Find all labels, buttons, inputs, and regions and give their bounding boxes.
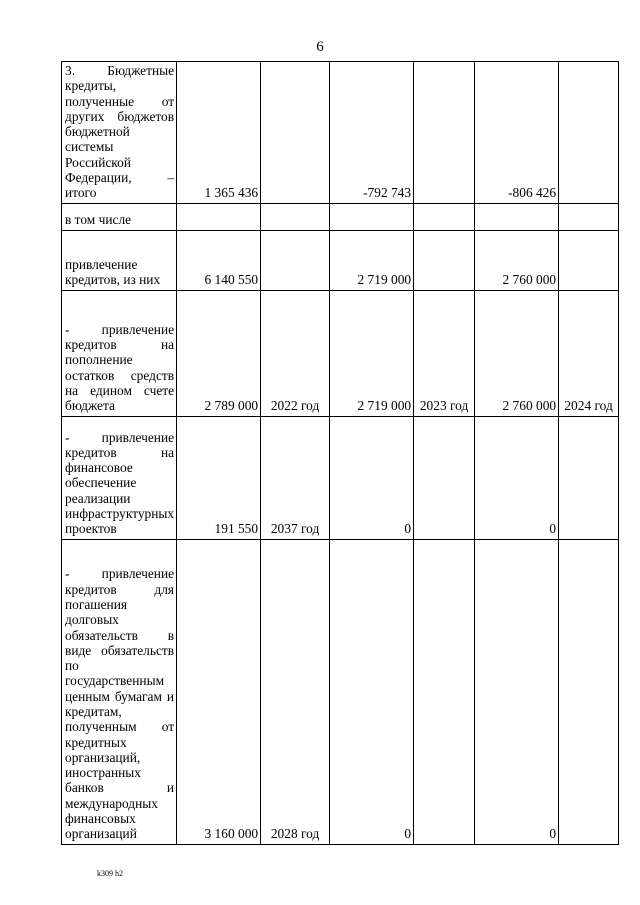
row-label: - привлечение кредитов на финансовое обеспечение реализации инфраструктурных проектов	[62, 416, 177, 539]
year-cell	[261, 203, 330, 230]
row-label: привлечение кредитов, из них	[62, 230, 177, 290]
table-row	[62, 416, 619, 539]
amount-cell: 1 365 436	[177, 62, 261, 204]
amount-cell	[475, 203, 559, 230]
year-cell: 2028 год	[261, 539, 330, 844]
year-cell	[414, 62, 475, 204]
year-cell	[414, 416, 475, 539]
amount-cell	[330, 203, 414, 230]
year-cell	[559, 416, 619, 539]
amount-cell: 3 160 000	[177, 539, 261, 844]
amount-cell: 0	[475, 416, 559, 539]
table-row	[62, 230, 619, 290]
amount-cell	[177, 203, 261, 230]
year-cell	[559, 62, 619, 204]
amount-cell: -792 743	[330, 62, 414, 204]
year-cell	[261, 62, 330, 204]
year-cell	[414, 203, 475, 230]
year-cell: 2024 год	[559, 290, 619, 416]
amount-cell: 2 760 000	[475, 230, 559, 290]
row-label: - привлечение кредитов для погашения долговых обязательств в виде обязательств по государственным ценным бумагам и кредитам, полученным от кредитных организаций, иностранных банков и международных финансовых организаций	[62, 539, 177, 844]
budget-credits-table	[61, 61, 619, 845]
amount-cell: 2 789 000	[177, 290, 261, 416]
year-cell	[559, 230, 619, 290]
year-cell	[414, 539, 475, 844]
amount-cell: 0	[330, 416, 414, 539]
page-number: 6	[316, 39, 324, 55]
amount-cell: 0	[475, 539, 559, 844]
amount-cell: 191 550	[177, 416, 261, 539]
year-cell: 2022 год	[261, 290, 330, 416]
table-row	[62, 203, 619, 230]
amount-cell: -806 426	[475, 62, 559, 204]
year-cell	[559, 539, 619, 844]
amount-cell: 2 719 000	[330, 230, 414, 290]
year-cell	[414, 230, 475, 290]
row-label: в том числе	[62, 203, 177, 230]
amount-cell: 6 140 550	[177, 230, 261, 290]
row-label: - привлечение кредитов на пополнение остатков средств на едином счете бюджета	[62, 290, 177, 416]
year-cell	[559, 203, 619, 230]
year-cell: 2037 год	[261, 416, 330, 539]
row-label: 3. Бюджетные кредиты, полученные от других бюджетов бюджетной системы Российской Федерации, – итого	[62, 62, 177, 204]
amount-cell: 0	[330, 539, 414, 844]
table-row	[62, 62, 619, 204]
table-row	[62, 539, 619, 844]
table-row	[62, 290, 619, 416]
footer-code: k309 h2	[97, 869, 123, 878]
year-cell	[261, 230, 330, 290]
amount-cell: 2 760 000	[475, 290, 559, 416]
year-cell: 2023 год	[414, 290, 475, 416]
amount-cell: 2 719 000	[330, 290, 414, 416]
